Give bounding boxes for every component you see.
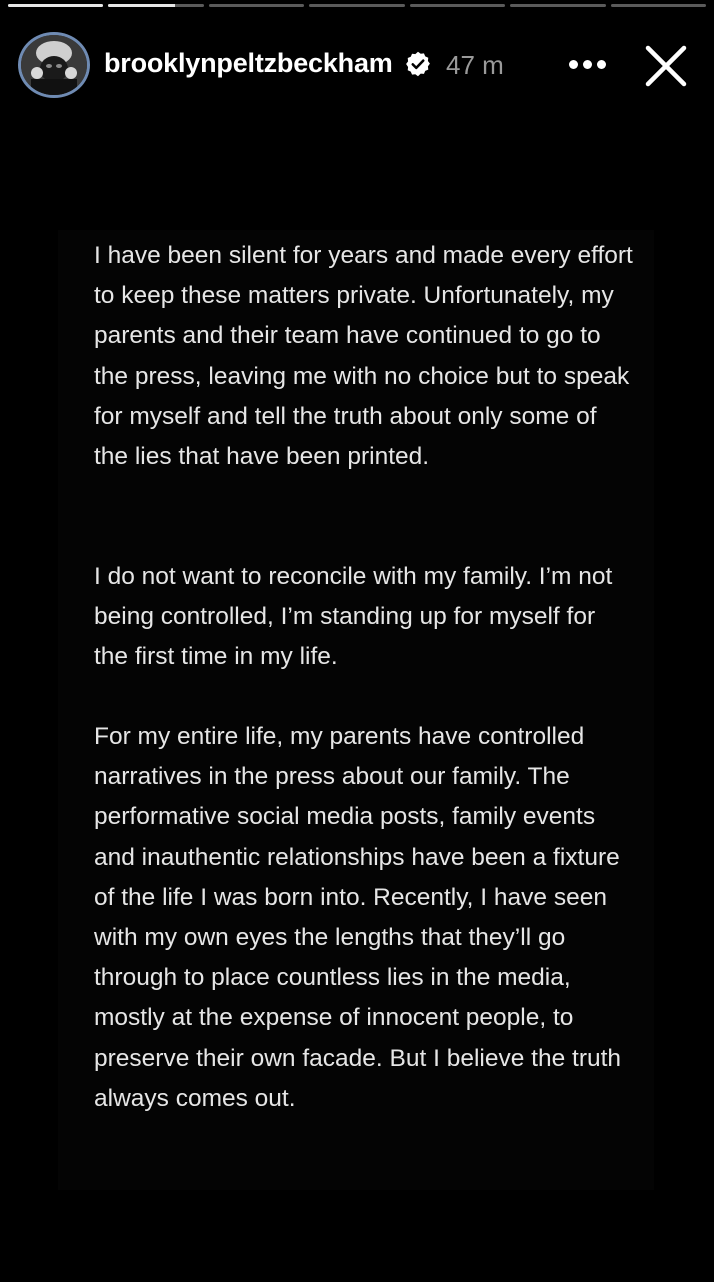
avatar-ring[interactable] <box>18 32 90 98</box>
story-progress-bar <box>8 4 706 7</box>
avatar[interactable] <box>21 35 87 95</box>
post-time: 47 m <box>446 50 504 80</box>
story-progress-segment <box>611 4 706 7</box>
statement-paragraph-2: I do not want to reconcile with my family. I’m not being controlled, I’m standing up for myself for the first time in my life. <box>94 563 613 671</box>
verified-badge-icon <box>404 50 432 78</box>
story-header <box>0 24 714 104</box>
story-progress-segment <box>510 4 605 7</box>
more-options-button[interactable] <box>560 46 614 82</box>
close-icon[interactable] <box>642 42 690 90</box>
more-horizontal-icon <box>569 60 578 69</box>
story-progress-fill <box>8 4 103 7</box>
story-progress-fill <box>108 4 175 7</box>
story-progress-segment <box>108 4 203 7</box>
statement-paragraph-3: For my entire life, my parents have controlled narratives in the press about our family. The performative social media posts, family events and inauthentic relationships have been a fixture of the life I was born into. Recently, I have seen with my own eyes the lengths that they’ll go through to place countless lies in the media, mostly at the expense of innocent people, to preserve their own facade. But I believe the truth always comes out. <box>94 723 622 1112</box>
story-progress-segment <box>309 4 404 7</box>
more-horizontal-icon <box>597 60 606 69</box>
username[interactable]: brooklynpeltzbeckham <box>104 48 393 78</box>
story-progress-segment <box>410 4 505 7</box>
more-horizontal-icon <box>583 60 592 69</box>
statement-paragraph-1: I have been silent for years and made every effort to keep these matters private. Unfortunately, my parents and their team have continued to go to the press, leaving me with no choice but to speak for myself and tell the truth about only some of the lies that have been printed. <box>94 242 633 471</box>
story-progress-segment <box>209 4 304 7</box>
story-progress-segment <box>8 4 103 7</box>
avatar-image <box>21 35 87 95</box>
